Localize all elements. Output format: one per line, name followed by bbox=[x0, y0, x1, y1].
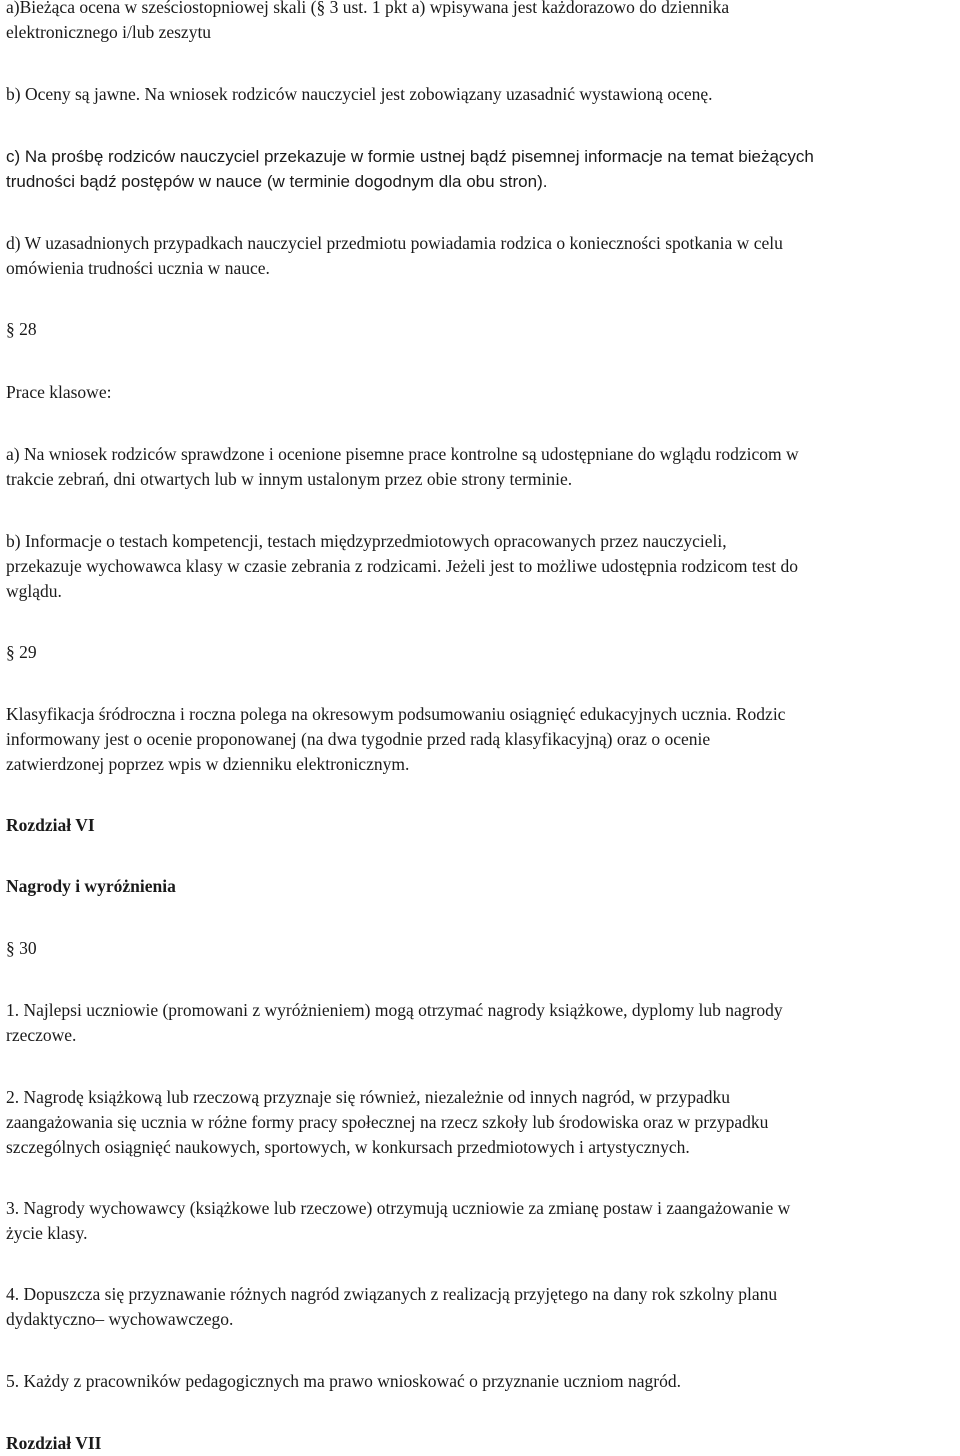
text-line: 4. Dopuszcza się przyznawanie różnych nagród związanych z realizacją przyjętego na dany rok szkolny planu bbox=[6, 1284, 778, 1304]
text-line: trakcie zebrań, dni otwartych lub w innym ustalonym przez obie strony terminie. bbox=[6, 469, 573, 489]
paragraph-b-testy bbox=[6, 529, 956, 604]
text-line: 2. Nagrodę książkową lub rzeczową przyznaje się również, niezależnie od innych nagród, w przypadku bbox=[6, 1087, 731, 1107]
text-line: d) W uzasadnionych przypadkach nauczyciel przedmiotu powiadamia rodzica o konieczności spotkania w celu bbox=[6, 233, 783, 253]
text-line: 3. Nagrody wychowawcy (książkowe lub rzeczowe) otrzymują uczniowie za zmianę postaw i zaangażowanie w bbox=[6, 1198, 791, 1218]
paragraph-klasyfikacja bbox=[6, 702, 956, 777]
nagrody-heading: Nagrody i wyróżnienia bbox=[6, 876, 176, 896]
text-line: życie klasy. bbox=[6, 1223, 88, 1243]
text-line: zatwierdzonej poprzez wpis w dzienniku elektronicznym. bbox=[6, 754, 410, 774]
chapter-6-heading: Rozdział VI bbox=[6, 815, 95, 835]
paragraph-3-nagrody-wychowawcy bbox=[6, 1196, 956, 1246]
paragraph-5-pracownicy bbox=[6, 1369, 956, 1394]
text-line: a) Na wniosek rodziców sprawdzone i ocenione pisemne prace kontrolne są udostępniane do wglądu rodzicom w bbox=[6, 444, 799, 464]
text-line: 5. Każdy z pracowników pedagogicznych ma prawo wnioskować o przyznanie uczniom nagród. bbox=[6, 1371, 681, 1391]
prace-klasowe-heading: Prace klasowe: bbox=[6, 382, 112, 402]
text-line: wglądu. bbox=[6, 581, 62, 601]
text-line: a)Bieżąca ocena w sześciostopniowej skali (§ 3 ust. 1 pkt a) wpisywana jest każdorazowo do dziennika bbox=[6, 0, 730, 17]
text-line: trudności bądź postępów w nauce (w terminie dogodnym dla obu stron). bbox=[6, 172, 548, 191]
section-29-heading: § 29 bbox=[6, 642, 37, 662]
paragraph-c-prosba bbox=[6, 144, 956, 194]
text-line: zaangażowania się ucznia w różne formy pracy społecznej na rzecz szkoły lub środowiska oraz w przypadku bbox=[6, 1112, 769, 1132]
text-line: b) Informacje o testach kompetencji, testach międzyprzedmiotowych opracowanych przez nauczycieli, bbox=[6, 531, 727, 551]
text-line: szczególnych osiągnięć naukowych, sportowych, w konkursach przedmiotowych i artystycznych. bbox=[6, 1137, 690, 1157]
paragraph-d-spotkanie bbox=[6, 231, 956, 281]
text-line: rzeczowe. bbox=[6, 1025, 77, 1045]
section-30-heading: § 30 bbox=[6, 938, 37, 958]
text-line: 1. Najlepsi uczniowie (promowani z wyróżnieniem) mogą otrzymać nagrody książkowe, dyplomy lub nagrody bbox=[6, 1000, 783, 1020]
text-line: omówienia trudności ucznia w nauce. bbox=[6, 258, 270, 278]
paragraph-1-najlepsi bbox=[6, 998, 956, 1048]
text-line: dydaktyczno– wychowawczego. bbox=[6, 1309, 234, 1329]
paragraph-b-jawnosc bbox=[6, 82, 956, 107]
text-line: informowany jest o ocenie proponowanej (na dwa tygodnie przed radą klasyfikacyjną) oraz o ocenie bbox=[6, 729, 711, 749]
text-line: przekazuje wychowawca klasy w czasie zebrania z rodzicami. Jeżeli jest to możliwe udostępnia rodzicom test do bbox=[6, 556, 799, 576]
text-line: c) Na prośbę rodziców nauczyciel przekazuje w formie ustnej bądź pisemnej informacje na temat bieżących bbox=[6, 147, 814, 166]
paragraph-2-nagroda-ksiazkowa bbox=[6, 1085, 956, 1160]
paragraph-4-dopuszcza bbox=[6, 1282, 956, 1332]
paragraph-a-prace bbox=[6, 442, 956, 492]
chapter-7-heading: Rozdział VII bbox=[6, 1433, 102, 1453]
text-line: b) Oceny są jawne. Na wniosek rodziców nauczyciel jest zobowiązany uzasadnić wystawioną ocenę. bbox=[6, 84, 713, 104]
paragraph-a-ocena bbox=[6, 0, 956, 45]
text-line: elektronicznego i/lub zeszytu bbox=[6, 22, 212, 42]
section-28-heading: § 28 bbox=[6, 319, 37, 339]
text-line: Klasyfikacja śródroczna i roczna polega na okresowym podsumowaniu osiągnięć edukacyjnych ucznia. Rodzic bbox=[6, 704, 786, 724]
